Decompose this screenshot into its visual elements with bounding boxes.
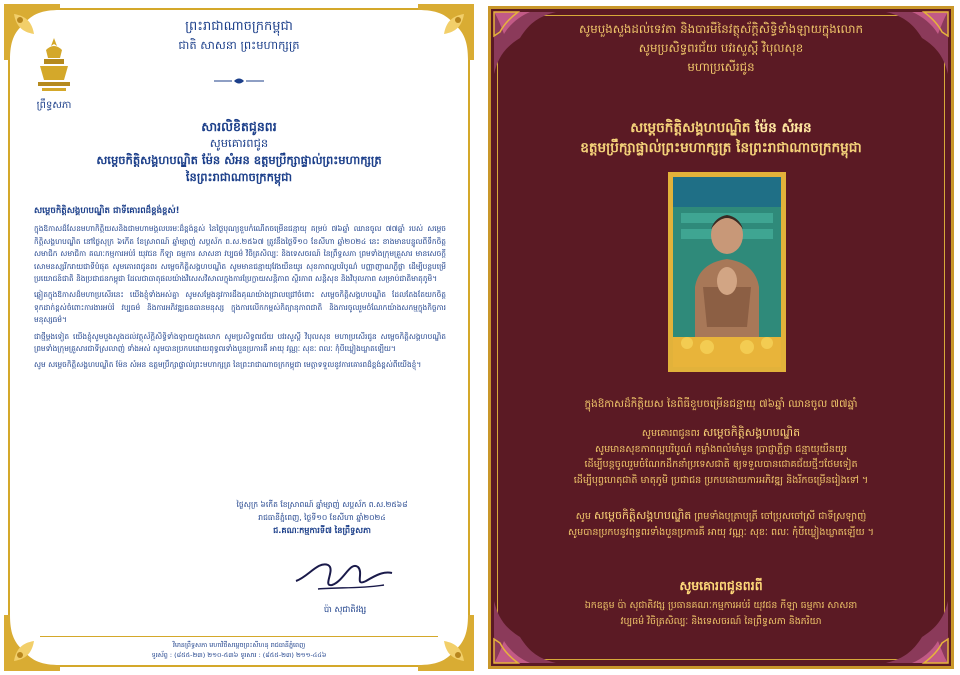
header-divider-icon (214, 76, 264, 86)
letter-title-block (40, 118, 438, 186)
wish-label: សូម (575, 511, 591, 522)
letter-paragraph: សូម សម្តេចកិត្តិសង្គហបណ្ឌិត ម៉ែន សំអន ឧត្តមប្រឹក្សាផ្ទាល់ព្រះមហាក្សត្រ នៃព្រះរាជាណាចក្រកម្ពុជា មេត្តាទទួលនូវការគោរពដ៏ខ្ពង់ខ្ពស់ពីយើងខ្ញុំ។ (34, 360, 422, 370)
letter-paragraph: ជាថ្មីម្តងទៀត យើងខ្ញុំសូមបួងសួងដល់វត្ថុស័ក្តិសិទ្ធិទាំងឡាយក្នុងលោក សូមប្រសិទ្ធពរជ័យ បវរសួស្តី វិបុលសុខ មហាប្រសើរជូន សម្តេចកិត្តិសង្គហបណ្ឌិត ព្រមទាំងក្រុមគ្រួសារជាទីស្រលាញ់ ទាំងអស់ សូមបានប្រកបដោយពុទ្ធពរទាំងបួនប្រការគឺ អាយុ វណ្ណៈ សុខៈ ពលៈ កុំបីឃ្លៀងឃ្លាតឡើយ។ (34, 331, 446, 354)
signer-name: ប៉ា សុជាតិវង្ស (323, 604, 367, 614)
wish-label: សូមគោរពជូនពរ (641, 428, 700, 439)
motto-line: ជាតិ សាសនា ព្រះមហាក្សត្រ (178, 38, 300, 52)
letter-date-block (200, 498, 444, 537)
lunar-date: ថ្ងៃសុក្រ ៦កើត ខែស្រាពណ៍ ឆ្នាំម្សាញ់ សប្តស័ក ព.ស.២៥៦៨ (236, 500, 408, 509)
footer-address: វិមានព្រឹទ្ធសភា មហាវិថីសម្តេចព្រះសីហនុ រាជធានីភ្នំពេញ (172, 641, 306, 649)
wish-line: ដើម្បីបុព្វហេតុជាតិ មាតុភូមិ ប្រជាជន ប្រកបដោយការអភិវឌ្ឍ និងរីកចម្រើនរៀងទៅ ។ (573, 474, 869, 486)
honoree-name: ម៉ែន សំអន (755, 120, 812, 136)
blessing-line: សូមបួងសួងដល់ទេវតា និងបារមីនៃវត្ថុស័ក្តិសិទ្ធិទាំងឡាយក្នុងលោក (579, 22, 863, 36)
honoree-prefix: សម្តេចកិត្តិសង្គហបណ្ឌិត (630, 120, 751, 136)
blessing-line: សូមប្រសិទ្ធពរជ័យ បវរសួស្តី វិបុលសុខ (638, 41, 804, 55)
from-line: ឯកឧត្តម ប៉ា សុជាតិវង្ស ប្រធានគណៈកម្មការអប់រំ យុវជន កីឡា ធម្មការ សាសនា (584, 600, 858, 611)
committee-line: ជ.គណៈកម្មការទី៧ នៃព្រឹទ្ធសភា (273, 525, 371, 535)
greeting-card (482, 0, 960, 675)
letter-title-country: នៃព្រះរាជាណាចក្រកម្ពុជា (185, 170, 293, 184)
letter-title-honoree: សម្តេចកិត្តិសង្គហបណ្ឌិត ម៉ែន សំអន ឧត្តមប្រឹក្សាផ្ទាល់ព្រះមហាក្សត្រ (96, 153, 382, 167)
wish-line: ព្រមទាំងបុត្រាបុត្រី ចៅប្រុសចៅស្រី ជាទីស្រឡាញ់ (694, 511, 867, 522)
honoree-title: ឧត្តមប្រឹក្សាផ្ទាល់ព្រះមហាក្សត្រ នៃព្រះរាជាណាចក្រកម្ពុជា (580, 140, 862, 156)
wish-line: ដើម្បីបន្តចូលរួមចំណែកដឹកនាំប្រទេសជាតិ ឲ្យទទួលបានជោគជ័យថ្មីៗថែមទៀត (584, 459, 858, 470)
wish-honoree: សម្តេចកិត្តិសង្គហបណ្ឌិត (594, 509, 692, 522)
letter-body (34, 205, 446, 376)
wish-block-1 (508, 425, 934, 488)
institution-label: ព្រឹទ្ធសភា (36, 100, 72, 111)
wish-line: សូមបានប្រកបនូវពុទ្ធពរទាំងបួនប្រការគឺ អាយុ វណ្ណៈ សុខៈ ពលៈ កុំបីឃ្លៀងឃ្លាតឡើយ ។ (568, 526, 874, 538)
letter-title-respect: សូមគោរពជូន (209, 136, 269, 150)
occasion-caption: ក្នុងឱកាសដ៏កិត្តិយស នៃពិធីខួបចម្រើនជន្មាយុ ៧៦ឆ្នាំ ឈានចូល ៧៧ឆ្នាំ (584, 398, 858, 410)
letter-paragraph: ក្នុងឱកាសដ៏សែនមហាកិត្តិយសនិងជាមហាមង្គលបរមៈដ៏ខ្ពង់ខ្ពស់ នៃថ្ងៃបុណ្យខួបកំណើតចម្រើនជន្មាយុ គម្រប់ ៧៦ឆ្នាំ ឈានចូល ៧៧ឆ្នាំ របស់ សម្តេចកិត្តិសង្គហបណ្ឌិត នៅថ្ងៃសុក្រ ៦កើត ខែស្រាពណ៍ ឆ្នាំម្សាញ់ សប្តស័ក ព.ស.២៥៦៧ ត្រូវនឹងថ្ងៃទី១០ ខែសីហា ឆ្នាំ២០២៤ នេះ ខាងមានបន្ទូលពីទឹកចិត្ត សមាជិក សមាជិកា គណៈកម្មការអប់រំ យុវជន កីឡា ធម្មការ សាសនា វប្បធម៌ វិចិត្រសិល្បៈ និងទេសចរណ៍ នៃព្រឹទ្ធសភា ព្រមទាំងក្រុមគ្រួសារ មានសេចក្តីសោមនស្សរីករាយជាទីបំផុត សូមគោរពជូនពរ សម្តេចកិត្តិសង្គហបណ្ឌិត សូមមានជន្មាយុវែងយឺនយូរ សុខភាពល្អបរិបូណ៌ បញ្ញាញាណភ្លឺថ្លា ដើម្បីបន្តបម្រើប្រយោជន៍ជាតិ និងប្រជាជនកម្ពុជា ដែលជាធាតុផលយ៉ាងវិសេសវិសាលក្នុងការប្រែក្លាយសន្តិភាព ស្ថិរភាព សន្តិសុខ និងវិបុលភាព សម្រាប់ជាតិមាតុភូមិ។ (34, 224, 446, 284)
portrait-image-icon (673, 177, 781, 367)
blessing-line: មហាប្រសើរជូន (687, 60, 755, 74)
from-line: វប្បធម៌ វិចិត្រសិល្បៈ និងទេសចរណ៍ នៃព្រឹទ្ធសភា និងភរិយា (620, 616, 822, 627)
senate-emblem-icon (30, 36, 78, 94)
honoree-photo (668, 172, 786, 372)
kingdom-line: ព្រះរាជាណាចក្រកម្ពុជា (185, 19, 293, 34)
signature-icon (288, 547, 398, 597)
letter-salutation: សម្តេចកិត្តិសង្គហបណ្ឌិត ជាទីគោរពដ៏ខ្ពង់ខ្ពស់! (34, 206, 180, 216)
from-label: សូមគោរពជូនពរពី (679, 578, 763, 593)
wish-line: សូមមានសុខភាពល្អបរិបូណ៌ កម្លាំងពលំមាំមួន ប្រាជ្ញាភ្លឺថ្លា ជន្មាយុយឺនយូរ (594, 443, 848, 455)
wish-honoree: សម្តេចកិត្តិសង្គហបណ្ឌិត (702, 426, 801, 439)
wish-block-2 (508, 508, 934, 540)
honoree-block (482, 118, 960, 158)
footer-contact: ទូរស័ព្ទ : (៨៥៥-២៣) ២១០-៥៣៦ ទូរសារ : (៨៥៥-២៣) ២១១-៤៤៦ (151, 651, 327, 659)
solar-date: រាជធានីភ្នំពេញ, ថ្ងៃទី១០ ខែសីហា ឆ្នាំ២០២៤ (258, 513, 386, 522)
from-detail (512, 598, 930, 630)
congratulatory-letter (0, 0, 478, 675)
letter-paragraph: ឆ្លៀតក្នុងឱកាសដ៏មហាប្រសើរនេះ យើងខ្ញុំទាំងអស់គ្នា សូមសម្តែងនូវការដឹងគុណយ៉ាងជ្រាលជ្រៅចំពោះ សម្តេចកិត្តិសង្គហបណ្ឌិត ដែលតែងតែយកចិត្តទុកដាក់ខ្ពស់ចំពោះការងារអប់រំ វប្បធម៌ និងការអភិវឌ្ឍធនធានមនុស្ស ក្នុងការលើកកម្ពស់កិត្យានុភាពជាតិ និងការចូលរួមចំណែកយ៉ាងសកម្មក្នុងកិច្ចការមនុស្សធម៌។ (34, 290, 446, 325)
card-blessing-block (482, 20, 960, 77)
letter-title: សារលិខិតជូនពរ (201, 119, 277, 134)
letter-footer (40, 636, 438, 660)
